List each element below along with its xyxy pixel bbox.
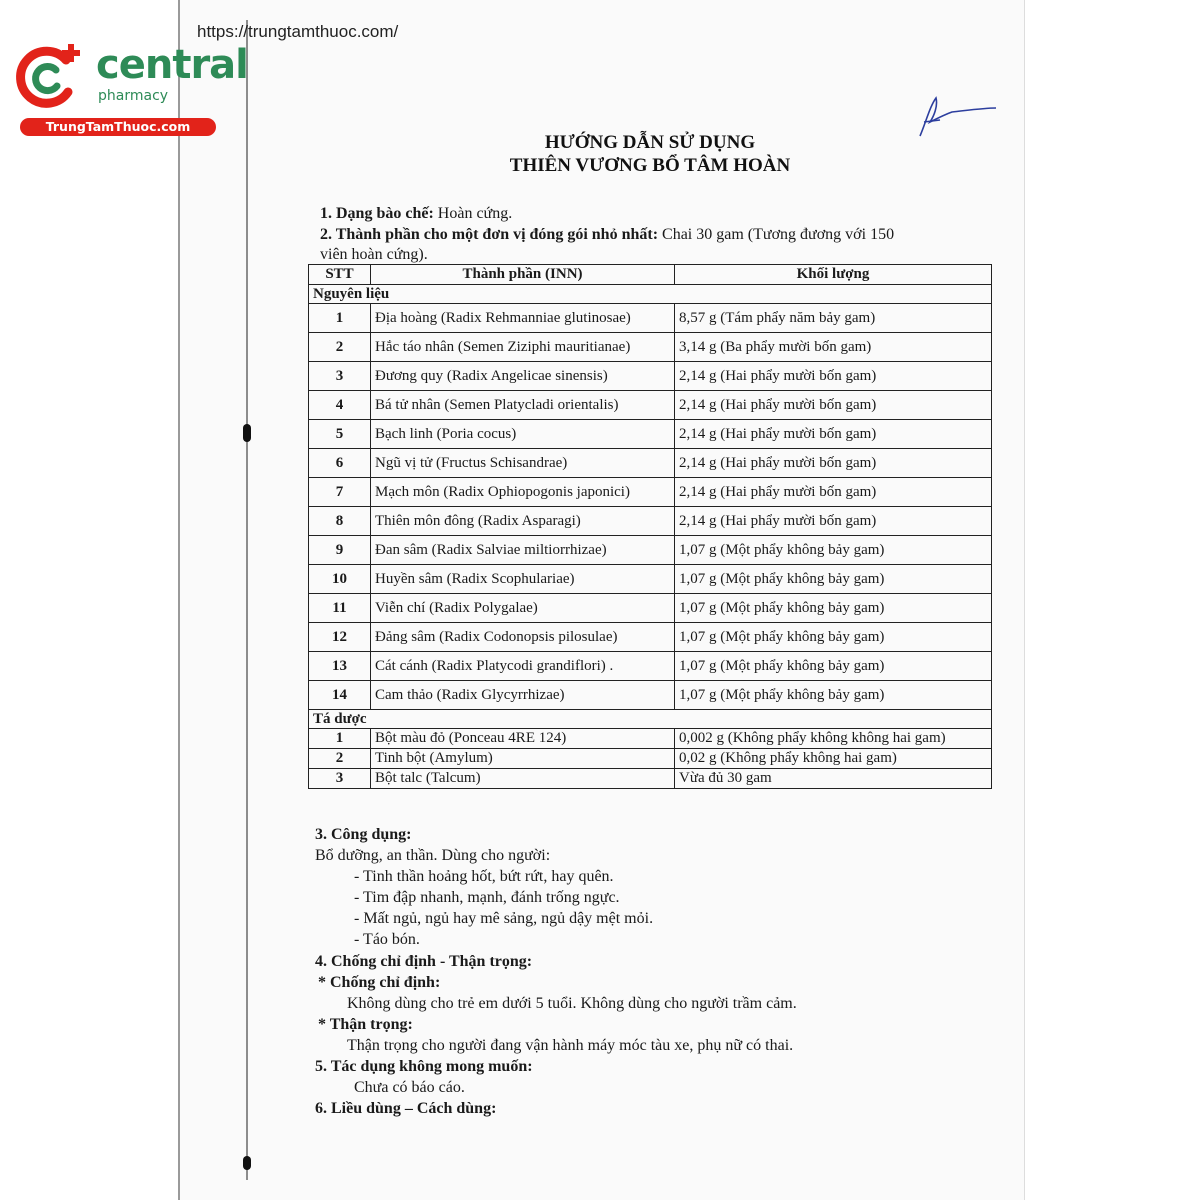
section-1 (320, 203, 512, 224)
cell-amount: 1,07 g (Một phẩy không bảy gam) (675, 652, 992, 681)
cell-ingredient: Cát cánh (Radix Platycodi grandiflori) . (371, 652, 675, 681)
cell-stt: 13 (309, 652, 371, 681)
cell-stt: 3 (309, 362, 371, 391)
table-row (309, 565, 992, 594)
list-item: - Táo bón. (354, 931, 420, 948)
cell-ingredient: Đan sâm (Radix Salviae miltiorrhizae) (371, 536, 675, 565)
table-row (309, 449, 992, 478)
cell-amount: 2,14 g (Hai phẩy mười bốn gam) (675, 449, 992, 478)
table-row (309, 652, 992, 681)
cell-stt: 14 (309, 681, 371, 710)
table-row (309, 362, 992, 391)
cell-amount: 3,14 g (Ba phẩy mười bốn gam) (675, 333, 992, 362)
binding-hole (243, 1156, 251, 1170)
cell-amount: Vừa đủ 30 gam (675, 769, 992, 789)
column-header-stt: STT (309, 265, 371, 285)
list-item: - Tinh thần hoảng hốt, bứt rứt, hay quên. (354, 868, 614, 885)
section-label: Nguyên liệu (309, 285, 992, 304)
cell-amount: 1,07 g (Một phẩy không bảy gam) (675, 623, 992, 652)
cell-ingredient: Ngũ vị tử (Fructus Schisandrae) (371, 449, 675, 478)
cell-amount: 2,14 g (Hai phẩy mười bốn gam) (675, 391, 992, 420)
product-title: THIÊN VƯƠNG BỔ TÂM HOÀN (509, 155, 791, 176)
cell-stt: 2 (309, 333, 371, 362)
cell-stt: 11 (309, 594, 371, 623)
table-row (309, 594, 992, 623)
brand-subtitle: pharmacy (98, 88, 169, 104)
cell-amount: 0,02 g (Không phẩy không hai gam) (675, 749, 992, 769)
cell-stt: 6 (309, 449, 371, 478)
document-title: HƯỚNG DẪN SỬ DỤNG (544, 132, 756, 153)
cell-ingredient: Bột màu đỏ (Ponceau 4RE 124) (371, 729, 675, 749)
cell-stt: 8 (309, 507, 371, 536)
cell-ingredient: Đương quy (Radix Angelicae sinensis) (371, 362, 675, 391)
cell-stt: 1 (309, 729, 371, 749)
cell-stt: 5 (309, 420, 371, 449)
cell-stt: 12 (309, 623, 371, 652)
cell-ingredient: Huyền sâm (Radix Scophulariae) (371, 565, 675, 594)
table-row (309, 749, 992, 769)
source-url: https://trungtamthuoc.com/ (197, 22, 399, 41)
section-label: Tá dược (309, 710, 992, 729)
section-row-excipients (309, 710, 992, 729)
section-6-heading: 6. Liều dùng – Cách dùng: (315, 1100, 497, 1117)
cell-ingredient: Bột talc (Talcum) (371, 769, 675, 789)
brand-name: central (96, 42, 248, 88)
section-2 (320, 224, 985, 245)
section-3-heading: 3. Công dụng: (315, 826, 412, 843)
section-5-heading: 5. Tác dụng không mong muốn: (315, 1058, 533, 1075)
section-2-value: Chai 30 gam (Tương đương với 150 (658, 226, 895, 243)
table-row (309, 304, 992, 333)
binding-hole (243, 424, 251, 442)
cell-ingredient: Bá tử nhân (Semen Platycladi orientalis) (371, 391, 675, 420)
table-row (309, 507, 992, 536)
section-5-text: Chưa có báo cáo. (354, 1079, 465, 1096)
list-item: - Tim đập nhanh, mạnh, đánh trống ngực. (354, 889, 620, 906)
section-4-heading: 4. Chống chỉ định - Thận trọng: (315, 953, 533, 970)
table-row (309, 623, 992, 652)
binding-edge (246, 20, 248, 1180)
caution-label: * Thận trọng: (318, 1016, 413, 1033)
table-row (309, 769, 992, 789)
list-item: - Mất ngủ, ngủ hay mê sảng, ngủ dậy mệt mỏi. (354, 910, 654, 927)
cell-ingredient: Viễn chí (Radix Polygalae) (371, 594, 675, 623)
column-header-ingredient: Thành phần (INN) (371, 265, 675, 285)
cell-amount: 1,07 g (Một phẩy không bảy gam) (675, 565, 992, 594)
cell-amount: 1,07 g (Một phẩy không bảy gam) (675, 681, 992, 710)
contraindication-label: * Chống chỉ định: (318, 974, 441, 991)
cell-ingredient: Cam thảo (Radix Glycyrrhizae) (371, 681, 675, 710)
section-1-value: Hoàn cứng. (433, 205, 513, 222)
cell-amount: 1,07 g (Một phẩy không bảy gam) (675, 536, 992, 565)
cell-amount: 8,57 g (Tám phẩy năm bảy gam) (675, 304, 992, 333)
cell-amount: 2,14 g (Hai phẩy mười bốn gam) (675, 362, 992, 391)
cell-amount: 2,14 g (Hai phẩy mười bốn gam) (675, 478, 992, 507)
section-3-intro: Bổ dưỡng, an thần. Dùng cho người: (315, 847, 551, 864)
cell-stt: 4 (309, 391, 371, 420)
section-1-label: 1. Dạng bào chế: (320, 205, 434, 222)
cell-ingredient: Địa hoàng (Radix Rehmanniae glutinosae) (371, 304, 675, 333)
section-2-label: 2. Thành phần cho một đơn vị đóng gói nhỏ nhất: (320, 226, 659, 243)
central-pharmacy-logo (10, 38, 248, 138)
caution-text: Thận trọng cho người đang vận hành máy móc tàu xe, phụ nữ có thai. (347, 1037, 794, 1054)
cell-stt: 10 (309, 565, 371, 594)
table-row (309, 681, 992, 710)
column-header-amount: Khối lượng (675, 265, 992, 285)
table-row (309, 391, 992, 420)
cell-stt: 3 (309, 769, 371, 789)
cell-ingredient: Bạch linh (Poria cocus) (371, 420, 675, 449)
cell-amount: 2,14 g (Hai phẩy mười bốn gam) (675, 507, 992, 536)
cell-amount: 2,14 g (Hai phẩy mười bốn gam) (675, 420, 992, 449)
cell-ingredient: Hắc táo nhân (Semen Ziziphi mauritianae) (371, 333, 675, 362)
cell-amount: 1,07 g (Một phẩy không bảy gam) (675, 594, 992, 623)
cell-stt: 1 (309, 304, 371, 333)
cell-stt: 7 (309, 478, 371, 507)
table-row (309, 536, 992, 565)
cell-ingredient: Đảng sâm (Radix Codonopsis pilosulae) (371, 623, 675, 652)
cell-stt: 2 (309, 749, 371, 769)
composition-table (308, 264, 992, 789)
brand-banner: TrungTamThuoc.com (20, 118, 216, 136)
section-2-continued: viên hoàn cứng). (320, 246, 428, 263)
cell-ingredient: Mạch môn (Radix Ophiopogonis japonici) (371, 478, 675, 507)
pharmacy-cross-logo-icon (10, 38, 90, 118)
cell-ingredient: Thiên môn đông (Radix Asparagi) (371, 507, 675, 536)
cell-amount: 0,002 g (Không phẩy không không hai gam) (675, 729, 992, 749)
table-row (309, 478, 992, 507)
table-row (309, 333, 992, 362)
table-row (309, 729, 992, 749)
cell-ingredient: Tinh bột (Amylum) (371, 749, 675, 769)
contraindication-text: Không dùng cho trẻ em dưới 5 tuổi. Không dùng cho người trầm cảm. (347, 995, 797, 1012)
cell-stt: 9 (309, 536, 371, 565)
section-row-raw-materials (309, 285, 992, 304)
table-header-row (309, 265, 992, 285)
table-row (309, 420, 992, 449)
